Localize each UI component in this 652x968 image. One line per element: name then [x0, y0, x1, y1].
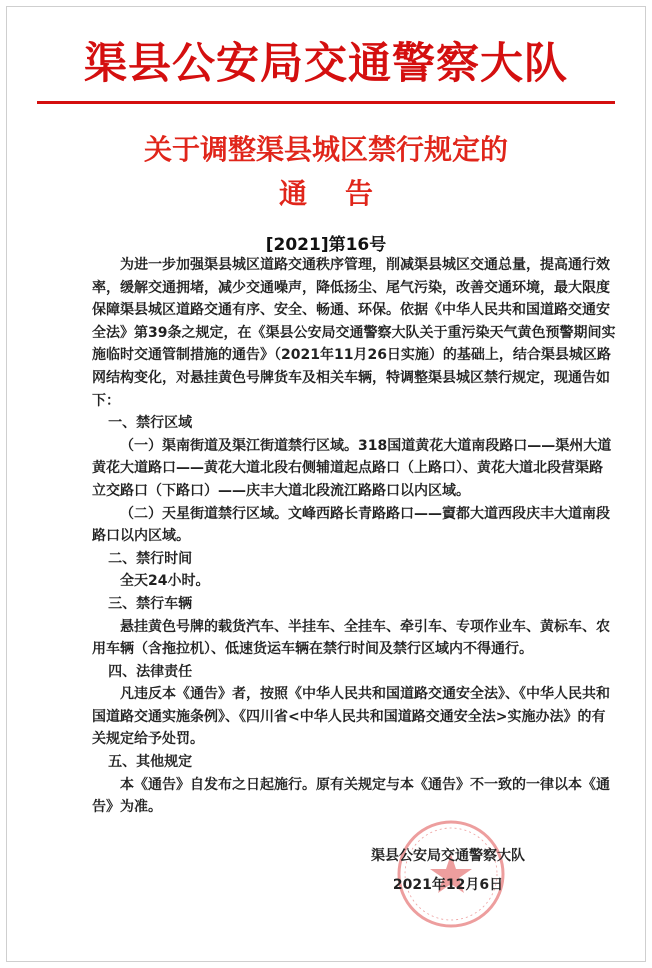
document-number: [2021]第16号 — [265, 235, 387, 255]
org-header: 渠县公安局交通警察大队 — [84, 39, 568, 89]
paragraph: （一）渠南街道及渠江街道禁行区域。318国道黄花大道南段路口——渠州大道黄花大道路口——黄花大道北段右侧辅道起点路口（上路口）、黄花大道北段营渠路立交路口（下路口）——庆丰大道北段流江路路口以内区域。 — [92, 437, 612, 499]
section-heading: 五、其他规定 — [108, 754, 193, 771]
paragraph: 悬挂黄色号牌的载货汽车、半挂车、全挂车、牵引车、专项作业车、黄标车、农用车辆（含拖拉机）、低速货运车辆在禁行时间及禁行区域内不得通行。 — [92, 618, 610, 658]
signature-date: 2021年12月6日 — [392, 877, 504, 893]
notice-body — [92, 254, 616, 819]
notice-title-line1: 关于调整渠县城区禁行规定的 — [143, 133, 508, 166]
section-heading: 三、禁行车辆 — [108, 595, 193, 612]
paragraph: 本《通告》自发布之日起施行。原有关规定与本《通告》不一致的一律以本《通告》为准。 — [92, 776, 610, 816]
paragraph: （二）天星街道禁行区域。文峰西路长青路路口——賨都大道西段庆丰大道南段路口以内区域。 — [92, 505, 610, 545]
section-heading: 四、法律责任 — [108, 663, 193, 680]
signature-org: 渠县公安局交通警察大队 — [371, 848, 525, 864]
paragraph: 全天24小时。 — [120, 573, 210, 590]
paragraph: 凡违反本《通告》者，按照《中华人民共和国道路交通安全法》、《中华人民共和国道路交通实施条例》、《四川省<中华人民共和国道路交通安全法>实施办法》的有关规定给予处罚。 — [92, 686, 610, 748]
section-heading: 二、禁行时间 — [108, 550, 193, 567]
paragraph-intro: 为进一步加强渠县城区道路交通秩序管理，削减渠县城区交通总量，提高通行效率，缓解交通拥堵，减少交通噪声，降低扬尘、尾气污染，改善交通环境，最大限度保障渠县城区道路交通有序、安全、畅通、环保。依据《中华人民共和国道路交通安全法》第39条之规定，在《渠县公安局交通警察大队关于重污染天气黄色预警期间实施临时交通管制措施的通告》（2021年11月26日实施）的基础上，结合渠县城区路网结构变化，对悬挂黄色号牌货车及相关车辆，特调整渠县城区禁行规定，现通告如下： — [92, 257, 616, 409]
header-divider — [37, 101, 615, 104]
notice-title-line2: 通告 — [278, 177, 411, 210]
section-heading: 一、禁行区域 — [108, 415, 193, 432]
